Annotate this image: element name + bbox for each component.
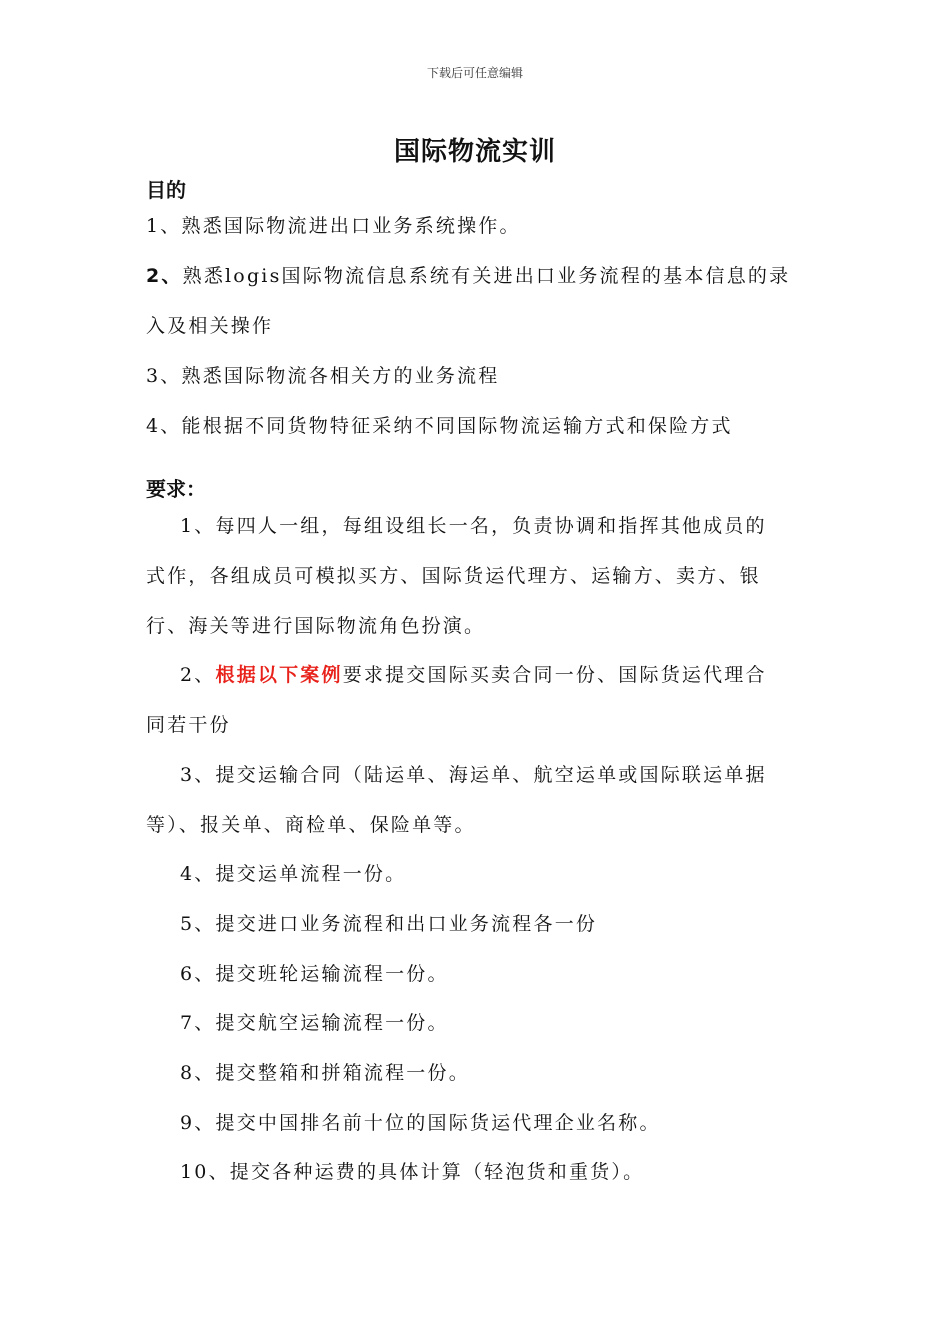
requirement-2-highlight: 根据以下案例 (215, 664, 343, 686)
purpose-item-2-continued: 入及相关操作 (146, 315, 274, 337)
requirement-2-line-2: 同若干份 (146, 714, 231, 736)
requirement-2-text: 要求提交国际买卖合同一份、国际货运代理合 (342, 664, 767, 686)
purpose-item-2 (146, 262, 790, 290)
requirement-1-line-1: 1、每四人一组，每组设组长一名，负责协调和指挥其他成员的 (180, 515, 767, 537)
requirement-9: 9、提交中国排名前十位的国际货运代理企业名称。 (180, 1112, 661, 1134)
purpose-heading: 目的 (146, 178, 186, 202)
purpose-item-4: 4、能根据不同货物特征采纳不同国际物流运输方式和保险方式 (146, 415, 733, 437)
requirement-6: 6、提交班轮运输流程一份。 (180, 963, 449, 985)
requirements-heading: 要求： (146, 477, 206, 501)
requirement-2-number: 2、 (180, 664, 216, 686)
requirement-4: 4、提交运单流程一份。 (180, 863, 407, 885)
purpose-item-2-number: 2、 (146, 265, 183, 287)
document-title: 国际物流实训 (393, 137, 556, 167)
header-note: 下载后可任意编辑 (426, 66, 523, 80)
requirement-1-line-2: 式作，各组成员可模拟买方、国际货运代理方、运输方、卖方、银 (146, 565, 761, 587)
requirement-8: 8、提交整箱和拼箱流程一份。 (180, 1062, 470, 1084)
requirement-5: 5、提交进口业务流程和出口业务流程各一份 (180, 913, 598, 935)
purpose-item-2-text: 熟悉logis国际物流信息系统有关进出口业务流程的基本信息的录 (182, 265, 791, 287)
requirement-3-line-1: 3、提交运输合同（陆运单、海运单、航空运单或国际联运单据 (180, 764, 767, 786)
requirement-7: 7、提交航空运输流程一份。 (180, 1012, 449, 1034)
purpose-item-1: 1、熟悉国际物流进出口业务系统操作。 (146, 215, 521, 237)
requirement-3-line-2: 等）、报关单、商检单、保险单等。 (146, 814, 476, 836)
requirement-2-line-1 (180, 661, 767, 689)
purpose-item-3: 3、熟悉国际物流各相关方的业务流程 (146, 365, 500, 387)
requirement-1-line-3: 行、海关等进行国际物流角色扮演。 (146, 615, 486, 637)
requirement-10: 10、提交各种运费的具体计算（轻泡货和重货）。 (180, 1161, 645, 1183)
